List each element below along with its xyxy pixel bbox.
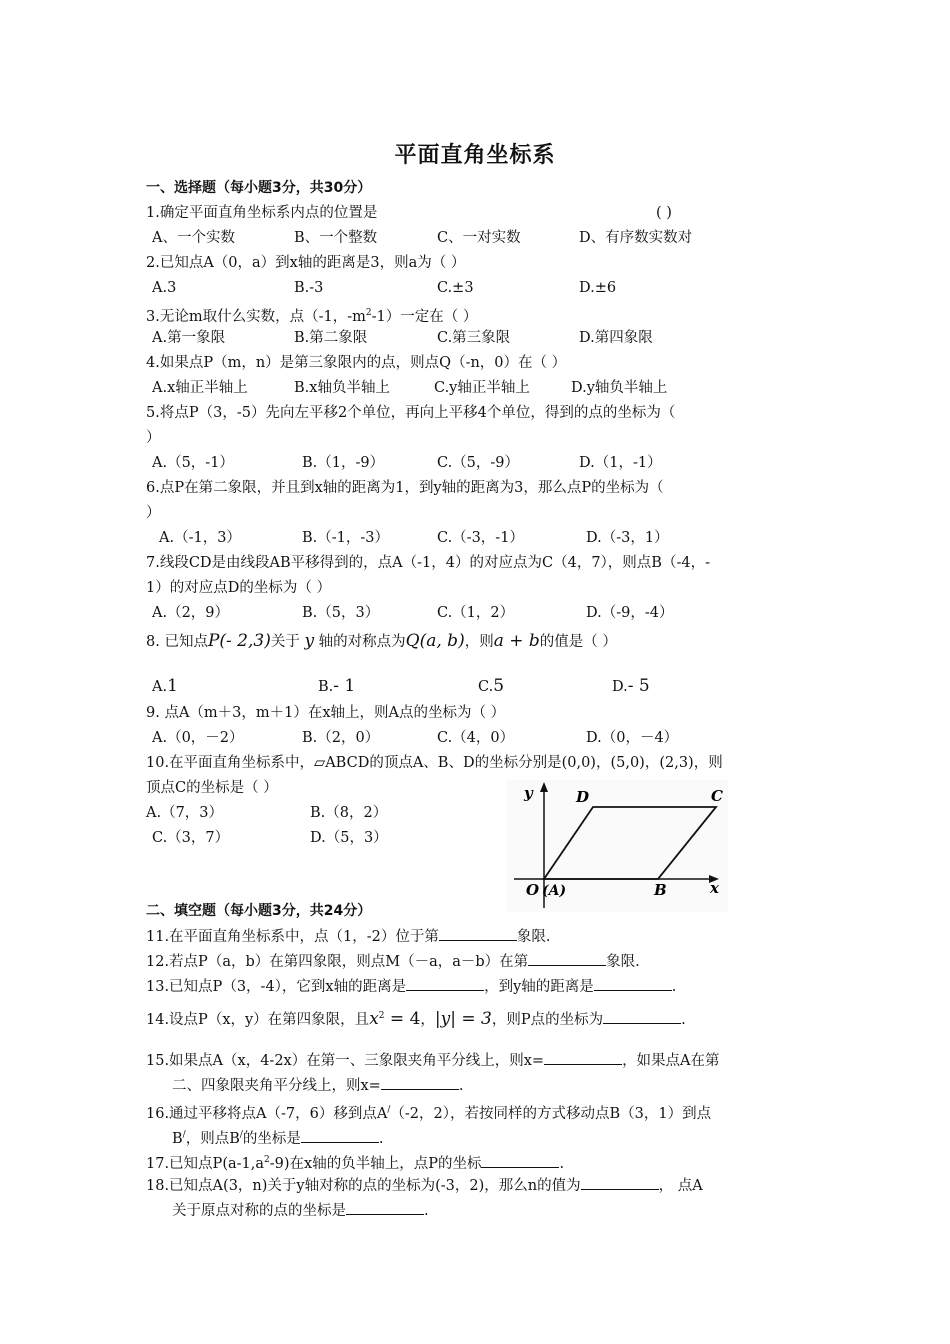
question-10-continued: 顶点C的坐标是（ ） xyxy=(146,780,278,796)
option-c: C.第三象限 xyxy=(437,330,511,346)
option-c: C.（1，2） xyxy=(437,605,515,621)
answer-blank[interactable] xyxy=(439,926,517,941)
question-text: -1）一定在（ ） xyxy=(371,308,478,325)
option-a: A.（0，－2） xyxy=(152,730,244,746)
question-15 xyxy=(146,1050,720,1071)
point-b-label: B xyxy=(654,881,667,899)
math-point-p: P(- 2,3) xyxy=(207,631,271,651)
math-equation: |y| = 3 xyxy=(434,1008,492,1029)
question-text: 11.在平面直角坐标系中，点（1，-2）位于第 xyxy=(146,929,439,945)
question-text: 1.确定平面直角坐标系内点的位置是 xyxy=(146,205,378,221)
option-value: - 5 xyxy=(627,676,650,696)
figure-background xyxy=(506,780,728,912)
question-7: 7.线段CD是由线段AB平移得到的，点A（-1，4）的对应点为C（4，7），则点B（-4，- xyxy=(146,555,710,571)
question-text: 3.无论m取什么实数，点（-1，-m xyxy=(146,308,366,325)
question-6: 6.点P在第二象限，并且到x轴的距离为1，到y轴的距离为3，那么点P的坐标为（ xyxy=(146,480,664,496)
question-text: 14.设点P（x，y）在第四象限，且 xyxy=(146,1011,370,1028)
option-d: D.（-3，1） xyxy=(586,530,669,546)
question-15-continued xyxy=(172,1075,463,1096)
question-13 xyxy=(146,976,676,997)
option-value: 5 xyxy=(493,676,505,696)
question-text: 关于原点对称的点的坐标是 xyxy=(172,1203,346,1219)
question-17 xyxy=(146,1150,564,1174)
answer-blank[interactable] xyxy=(528,951,606,966)
option-b: B.（5，3） xyxy=(302,605,380,621)
prime-mark: / xyxy=(387,1105,391,1115)
option-letter: D. xyxy=(612,679,628,695)
option-a: A.第一象限 xyxy=(152,330,226,346)
question-text: 12.若点P（a，b）在第四象限，则点M（－a，a－b）在第 xyxy=(146,954,529,970)
question-9: 9. 点A（m＋3，m＋1）在x轴上，则A点的坐标为（ ） xyxy=(146,705,506,721)
option-c: C.（-3，-1） xyxy=(437,530,524,546)
question-18-continued xyxy=(172,1200,429,1221)
option-b: B.x轴负半轴上 xyxy=(294,380,390,396)
parallelogram-figure xyxy=(506,780,728,912)
question-text: -9)在x轴的负半轴上，点P的坐标 xyxy=(269,1155,482,1172)
option-d: D.y轴负半轴上 xyxy=(571,380,668,396)
question-text: ，如果点A在第 xyxy=(622,1053,720,1069)
question-text: . xyxy=(671,979,677,995)
option-c: C、一对实数 xyxy=(437,230,521,246)
question-16-continued xyxy=(172,1125,384,1149)
option-a xyxy=(152,676,178,697)
option-b: B.-3 xyxy=(294,280,324,296)
option-a: A.（5，-1） xyxy=(152,455,234,471)
question-7-continued: 1）的对应点D的坐标为（ ） xyxy=(146,580,331,596)
option-b: B.（-1，-3） xyxy=(302,530,390,546)
option-c: C.y轴正半轴上 xyxy=(434,380,530,396)
option-d: D、有序数实数对 xyxy=(579,230,693,246)
question-text: 关于 xyxy=(270,634,300,650)
answer-blank[interactable] xyxy=(603,1009,681,1024)
option-b: B.（2，0） xyxy=(302,730,380,746)
superscript: 2 xyxy=(264,1155,270,1165)
question-text: ，则 xyxy=(464,634,494,650)
question-3 xyxy=(146,303,477,327)
question-text: 16.通过平移将点A（-7，6）移到点A xyxy=(146,1105,388,1122)
option-c: C.（4，0） xyxy=(437,730,515,746)
option-c: C.±3 xyxy=(437,280,474,296)
math-variable: x xyxy=(369,1008,379,1029)
question-4: 4.如果点P（m，n）是第三象限内的点，则点Q（-n，0）在（ ） xyxy=(146,355,567,371)
question-text: 轴的对称点为 xyxy=(318,634,406,650)
question-text: 二、四象限夹角平分线上，则x= xyxy=(172,1078,381,1094)
question-text: 18.已知点A(3，n)关于y轴对称的点的坐标为(-3，2)，那么n的值为 xyxy=(146,1178,581,1194)
option-a: A、一个实数 xyxy=(152,230,235,246)
superscript: 2 xyxy=(365,308,372,318)
answer-blank[interactable] xyxy=(581,1175,659,1190)
question-text: ，到y轴的距离是 xyxy=(484,979,594,995)
option-letter: A. xyxy=(152,679,168,695)
question-text: 的坐标是 xyxy=(242,1130,301,1147)
option-a: A.（2，9） xyxy=(152,605,230,621)
option-c: C.（3，7） xyxy=(152,830,230,846)
option-d: D.±6 xyxy=(579,280,617,296)
answer-blank[interactable] xyxy=(406,976,484,991)
question-12 xyxy=(146,951,640,972)
option-b xyxy=(318,676,355,697)
option-letter: C. xyxy=(478,679,494,695)
superscript: 2 xyxy=(378,1011,385,1021)
point-c-label: C xyxy=(711,787,723,805)
question-text: 8. 已知点 xyxy=(146,634,208,650)
option-value: - 1 xyxy=(333,676,356,696)
question-text: B xyxy=(172,1130,183,1147)
question-14 xyxy=(146,1006,686,1030)
question-1 xyxy=(146,203,377,223)
option-d: D.（1，-1） xyxy=(579,455,662,471)
answer-blank[interactable] xyxy=(381,1075,459,1090)
y-axis-label: y xyxy=(524,784,533,802)
question-text: 象限. xyxy=(516,929,551,945)
question-text: ，则点B xyxy=(185,1130,240,1147)
answer-blank[interactable] xyxy=(594,976,672,991)
question-text: 13.已知点P（3，-4），它到x轴的距离是 xyxy=(146,979,407,995)
question-16 xyxy=(146,1100,711,1124)
origin-label: O xyxy=(526,881,540,899)
option-d: D.（5，3） xyxy=(310,830,388,846)
question-11 xyxy=(146,926,551,947)
answer-blank[interactable] xyxy=(544,1050,622,1065)
math-expression: a + b xyxy=(493,631,540,651)
math-equation: = 4 xyxy=(384,1008,421,1029)
x-axis-label: x xyxy=(710,879,719,897)
separator: ， xyxy=(420,1011,435,1028)
question-10: 10.在平面直角坐标系中，▱ABCD的顶点A、B、D的坐标分别是(0,0)，(5,0)，(2,3)，则 xyxy=(146,755,723,771)
prime-mark: / xyxy=(239,1130,243,1140)
question-text: . xyxy=(559,1155,565,1172)
question-text: 15.如果点A（x，4-2x）在第一、三象限夹角平分线上，则x= xyxy=(146,1053,545,1069)
option-a: A.3 xyxy=(152,280,177,296)
section-heading-choice: 一、选择题（每小题3分，共30分） xyxy=(146,180,372,196)
question-text: . xyxy=(378,1130,384,1147)
question-5: 5.将点P（3，-5）先向左平移2个单位，再向上平移4个单位，得到的点的坐标为（ xyxy=(146,405,676,421)
question-text: . xyxy=(424,1203,429,1219)
math-point-q: Q(a, b) xyxy=(405,631,465,651)
question-text: ，则P点的坐标为 xyxy=(491,1011,604,1028)
section-heading-fill: 二、填空题（每小题3分，共24分） xyxy=(146,903,372,919)
point-d-label: D xyxy=(576,788,590,806)
question-6-continued: ） xyxy=(146,505,161,521)
question-text: 17.已知点P(a-1,a xyxy=(146,1155,264,1172)
question-text: . xyxy=(681,1011,686,1028)
option-c: C.（5，-9） xyxy=(437,455,520,471)
answer-paren: ( ) xyxy=(656,205,672,221)
option-d xyxy=(612,676,650,697)
option-b: B.（1，-9） xyxy=(302,455,385,471)
option-a: A.x轴正半轴上 xyxy=(152,380,248,396)
option-a: A.（7，3） xyxy=(146,805,224,821)
answer-blank[interactable] xyxy=(301,1128,379,1143)
option-c xyxy=(478,676,504,697)
question-5-continued: ） xyxy=(146,430,161,446)
question-text: （-2，2），若按同样的方式移动点B（3，1）到点 xyxy=(390,1105,712,1122)
prime-mark: / xyxy=(182,1130,186,1140)
point-a-label: (A) xyxy=(542,883,567,899)
question-text: 的值是（ ） xyxy=(539,634,617,650)
question-text: . xyxy=(458,1078,464,1094)
option-d: D.（0，－4） xyxy=(586,730,679,746)
answer-blank[interactable] xyxy=(481,1153,559,1168)
question-2: 2.已知点A（0，a）到x轴的距离是3，则a为（ ） xyxy=(146,255,466,271)
answer-blank[interactable] xyxy=(346,1200,424,1215)
question-8 xyxy=(146,631,617,652)
question-18 xyxy=(146,1175,703,1196)
option-b: B.第二象限 xyxy=(294,330,368,346)
question-text: 象限. xyxy=(606,954,640,970)
option-b: B、一个整数 xyxy=(294,230,378,246)
question-text: ， 点A xyxy=(658,1178,703,1194)
option-d: D.（-9，-4） xyxy=(586,605,674,621)
option-letter: B. xyxy=(318,679,334,695)
option-value: 1 xyxy=(167,676,178,696)
math-axis: y xyxy=(304,631,315,651)
option-b: B.（8，2） xyxy=(310,805,388,821)
page-title: 平面直角坐标系 xyxy=(394,143,556,168)
option-a: A.（-1，3） xyxy=(159,530,241,546)
option-d: D.第四象限 xyxy=(579,330,653,346)
